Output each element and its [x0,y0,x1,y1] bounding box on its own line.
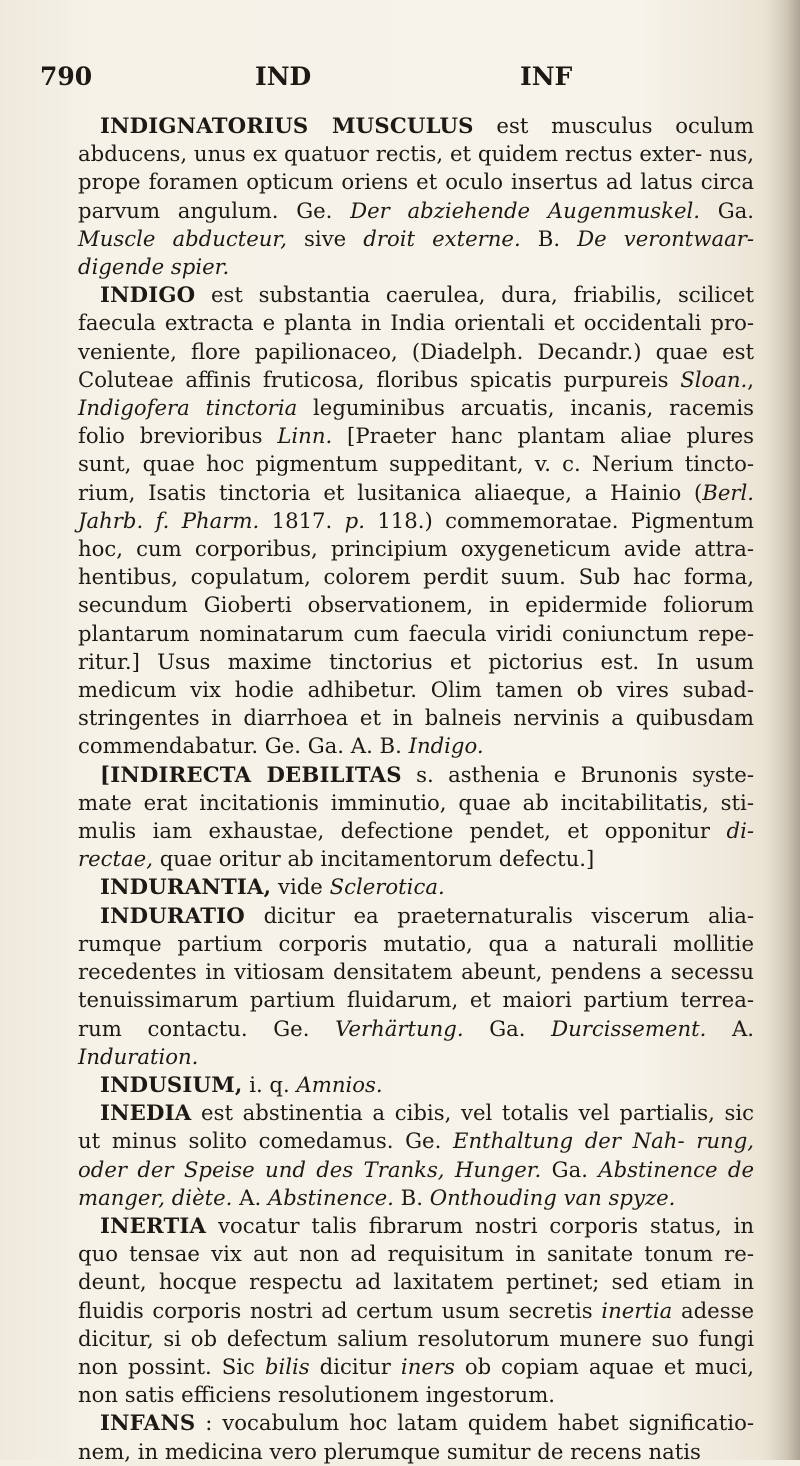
entry-indignatorius [78,112,754,281]
french-term: Durcissement. [551,1015,707,1041]
page-abbrev: p. [344,507,365,533]
entry-text: B. [393,1184,430,1210]
headword: [INDIRECTA DEBILITAS [100,761,402,787]
entry-text: i. q. [242,1071,297,1097]
running-header [40,62,740,100]
headword: INDIGNATORIUS MUSCULUS [100,113,474,138]
entry-text: : vocabulum hoc latam quidem habet significatio- nem, in medicina vero plerumque sumitur de recens natis [78,1410,754,1464]
entry-text: quae oritur ab incitamentorum defectu.] [152,846,595,872]
entry-text: est abstinentia a cibis, vel totalis vel partialis, sic ut minus solito comedamus. Ge. [78,1100,754,1154]
entry-induratio [78,902,754,1071]
term: iners [400,1353,455,1379]
entry-text: 118.) commemoratae. Pigmentum hoc, cum corporibus, principium oxygeneticum avide attra- hentibus, copulatum, colorem perdit suum. Sub hac forma, secundum Gioberti observationem, in epidermide foliorum plantarum nominatarum cum faecula viridi coniunctum repe- ritur.] Usus maxime tinctorius et pictorius est. In usum medicum vix hodie adhibetur. Olim tamen ob vires subad- stringentes in diarrhoea et in balneis nervinis a quibusdam commendabatur. Ge. Ga. A. B. [78,507,754,759]
term: Indigo. [408,733,484,759]
entry-text: A. [706,1015,754,1041]
cross-reference: Sclerotica. [329,874,445,900]
entry-indigo [78,281,754,760]
entry-text: dicitur ea praeternaturalis viscerum alia- rumque partium corporis mutatio, qua a naturali mollitie recedentes in vitiosam densitatem abeunt, pendens a secessu tenuissimarum partium fluidarum, et maiori partium terrea- rum contactu. Ge. [78,902,754,1041]
entry-text: adesse dicitur, si ob defectum salium resolutorum munere suo fungi non possint. Sic [78,1297,754,1379]
entry-text: Ga. [700,197,755,223]
entry-text: vide [271,874,330,900]
entry-infans [78,1409,754,1465]
headword: INDIGO [100,282,196,308]
entry-text: est musculus oculum abducens, unus ex quatuor rectis, et quidem rectus exter- nus, prope foramen opticum oriens et oculo insertus ad latus circa parvum angulum. Ge. [78,113,755,223]
german-term: Der abziehende Augenmuskel. [350,197,700,223]
dutch-term: Onthouding van spyze. [429,1184,676,1210]
journal-title: Berl. Jahrb. f. Pharm. [78,479,754,533]
entry-text: ob copiam aquae et muci, non satis efficiens resolutionem ingestorum. [78,1353,754,1408]
entry-inedia [78,1099,754,1212]
entry-text: dicitur [309,1353,401,1379]
page-number: 790 [40,62,93,91]
german-term: Enthaltung der Nah- rung, oder der Speise und des Tranks, Hunger. [78,1128,754,1182]
left-guide-word: IND [255,62,312,91]
cross-reference: Amnios. [296,1071,383,1097]
entry-text: B. [520,225,578,251]
entry-text: A. [232,1184,268,1210]
page-edge-shadow [768,0,800,1460]
headword: INDUSIUM, [100,1071,243,1097]
french-term: Abstinence de manger, diète. [78,1156,754,1210]
headword: INDURANTIA, [100,874,272,900]
french-term: droit externe. [363,225,521,251]
entry-text: , [747,366,754,392]
entry-text: 1817. [259,507,345,533]
entry-indirecta-debilitas [78,761,754,874]
dutch-term: De verontwaar- digende spier. [78,225,755,280]
french-term: Muscle abducteur, [78,225,287,251]
german-term: Verhärtung. [335,1015,464,1041]
term: inertia [601,1297,673,1323]
entry-indusium [78,1071,754,1099]
entry-text: est substantia caerulea, dura, friabilis, scilicet faecula extracta e planta in India orientali et occidentali pro- veniente, flore papilionaceo, (Diadelph. Decandr.) quae est Coluteae affinis fruticosa, floribus spicatis purpureis [78,282,754,392]
english-term: Abstinence. [267,1184,394,1210]
entry-text: Ga. [541,1156,599,1182]
right-guide-word: INF [520,62,573,91]
headword: INFANS [100,1410,196,1436]
entry-text: leguminibus arcuatis, incanis, racemis folio brevioribus [78,395,754,449]
entry-text: [Praeter hanc plantam aliae plures sunt, quae hoc pigmentum suppeditant, v. c. Nerium tincto- rium, Isatis tinctoria et lusitanica aliaeque, a Hainio ( [78,423,754,505]
headword: INDURATIO [100,902,245,928]
headword: INERTIA [100,1212,207,1238]
term: bilis [264,1353,310,1379]
english-term: Induration. [78,1043,199,1069]
term: di- rectae, [78,818,754,872]
entry-text: vocatur talis fibrarum nostri corporis status, in quo tensae vix aut non ad requisitum in sanitate tonum re- deunt, hocque respectu ad laxitatem pertinet; sed etiam in fluidis corporis nostri ad certum usum secretis [78,1212,754,1323]
author-name: Sloan. [680,366,748,392]
headword: INEDIA [100,1100,192,1126]
entry-text: s. asthenia e Brunonis syste- mate erat incitationis imminutio, quae ab incitabilitatis, sti- mulis iam exhaustae, defectione pendet, et opponitur [78,761,754,844]
entry-indurantia [78,873,754,901]
entry-text: Ga. [463,1015,552,1041]
entry-text: sive [286,225,364,251]
entry-inertia [78,1212,754,1409]
species-name: Indigofera tinctoria [78,395,298,421]
author-name: Linn. [277,423,333,449]
dictionary-body [78,112,754,1466]
